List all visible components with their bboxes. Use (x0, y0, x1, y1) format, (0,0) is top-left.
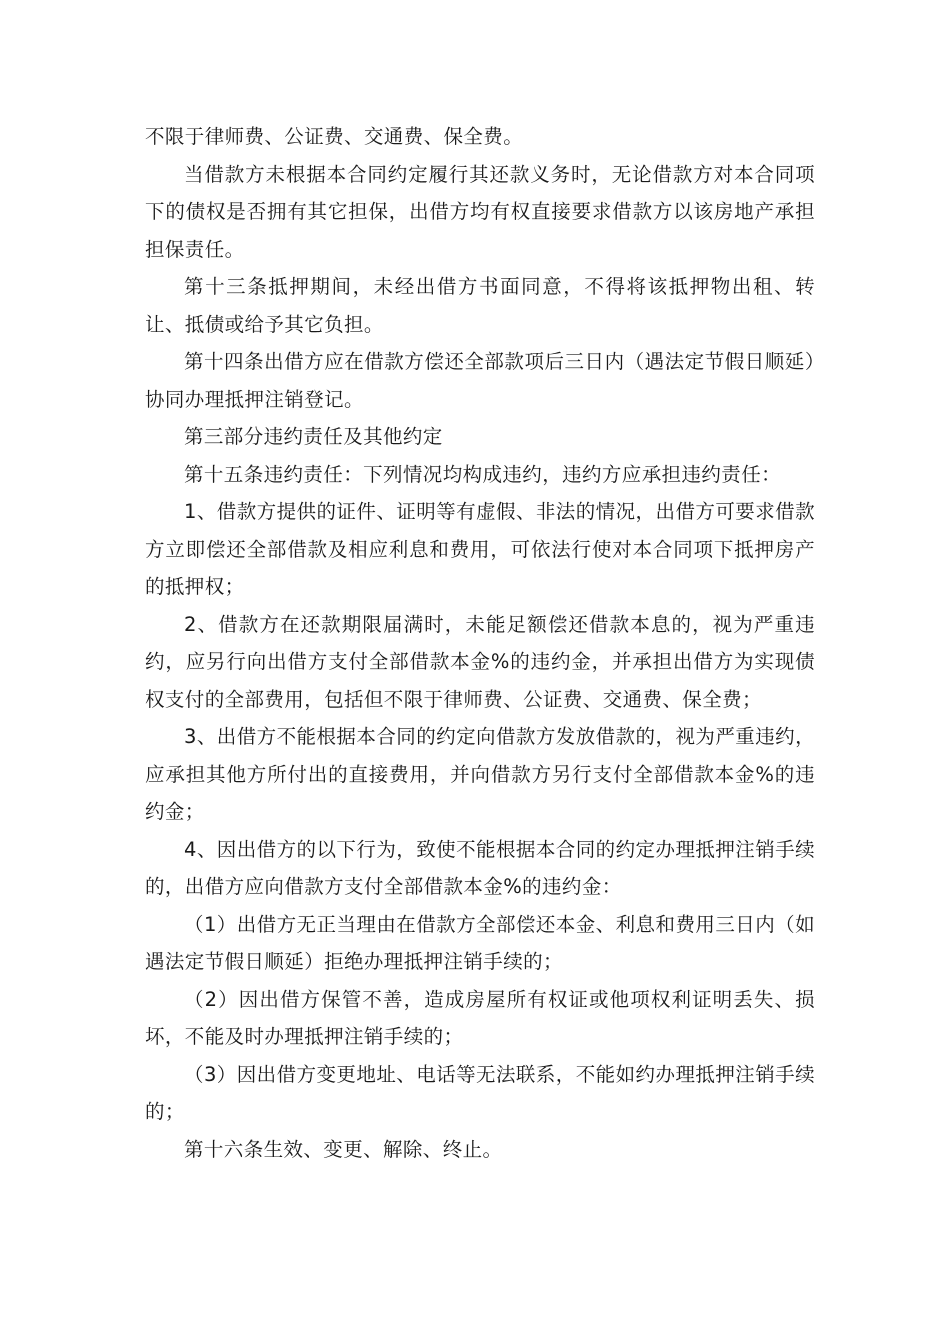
section-heading-part-3: 第三部分违约责任及其他约定 (184, 425, 443, 448)
paragraph-article-14: 第十四条出借方应在借款方偿还全部款项后三日内（遇法定节假日顺延）协同办理抵押注销登记。 (145, 350, 815, 411)
paragraph-article-16: 第十六条生效、变更、解除、终止。 (184, 1137, 503, 1161)
paragraph-continuation-fees: 不限于律师费、公证费、交通费、保全费。 (145, 125, 524, 148)
document-body (145, 118, 815, 1168)
list-item-breach-2: 2、借款方在还款期限届满时，未能足额偿还借款本息的，视为严重违约，应另行向出借方支付全部借款本金%的违约金，并承担出借方为实现债权支付的全部费用，包括但不限于律师费、公证费、交通费、保全费； (145, 612, 815, 711)
sub-item-2: （2）因出借方保管不善，造成房屋所有权证或他项权利证明丢失、损坏，不能及时办理抵押注销手续的； (145, 987, 815, 1048)
sub-item-1: （1）出借方无正当理由在借款方全部偿还本金、利息和费用三日内（如遇法定节假日顺延）拒绝办理抵押注销手续的； (145, 912, 815, 973)
sub-item-3: （3）因出借方变更地址、电话等无法联系，不能如约办理抵押注销手续的； (145, 1062, 815, 1123)
paragraph-article-13: 第十三条抵押期间，未经出借方书面同意，不得将该抵押物出租、转让、抵债或给予其它负担。 (145, 275, 815, 336)
paragraph-guarantee-liability: 当借款方未根据本合同约定履行其还款义务时，无论借款方对本合同项下的债权是否拥有其它担保，出借方均有权直接要求借款方以该房地产承担担保责任。 (145, 162, 815, 261)
list-item-breach-3: 3、出借方不能根据本合同的约定向借款方发放借款的，视为严重违约，应承担其他方所付出的直接费用，并向借款方另行支付全部借款本金%的违约金； (145, 725, 815, 823)
list-item-breach-4: 4、因出借方的以下行为，致使不能根据本合同的约定办理抵押注销手续的，出借方应向借款方支付全部借款本金%的违约金： (145, 837, 815, 898)
list-item-breach-1: 1、借款方提供的证件、证明等有虚假、非法的情况，出借方可要求借款方立即偿还全部借款及相应利息和费用，可依法行使对本合同项下抵押房产的抵押权； (145, 500, 815, 598)
paragraph-article-15: 第十五条违约责任：下列情况均构成违约，违约方应承担违约责任： (184, 462, 782, 486)
